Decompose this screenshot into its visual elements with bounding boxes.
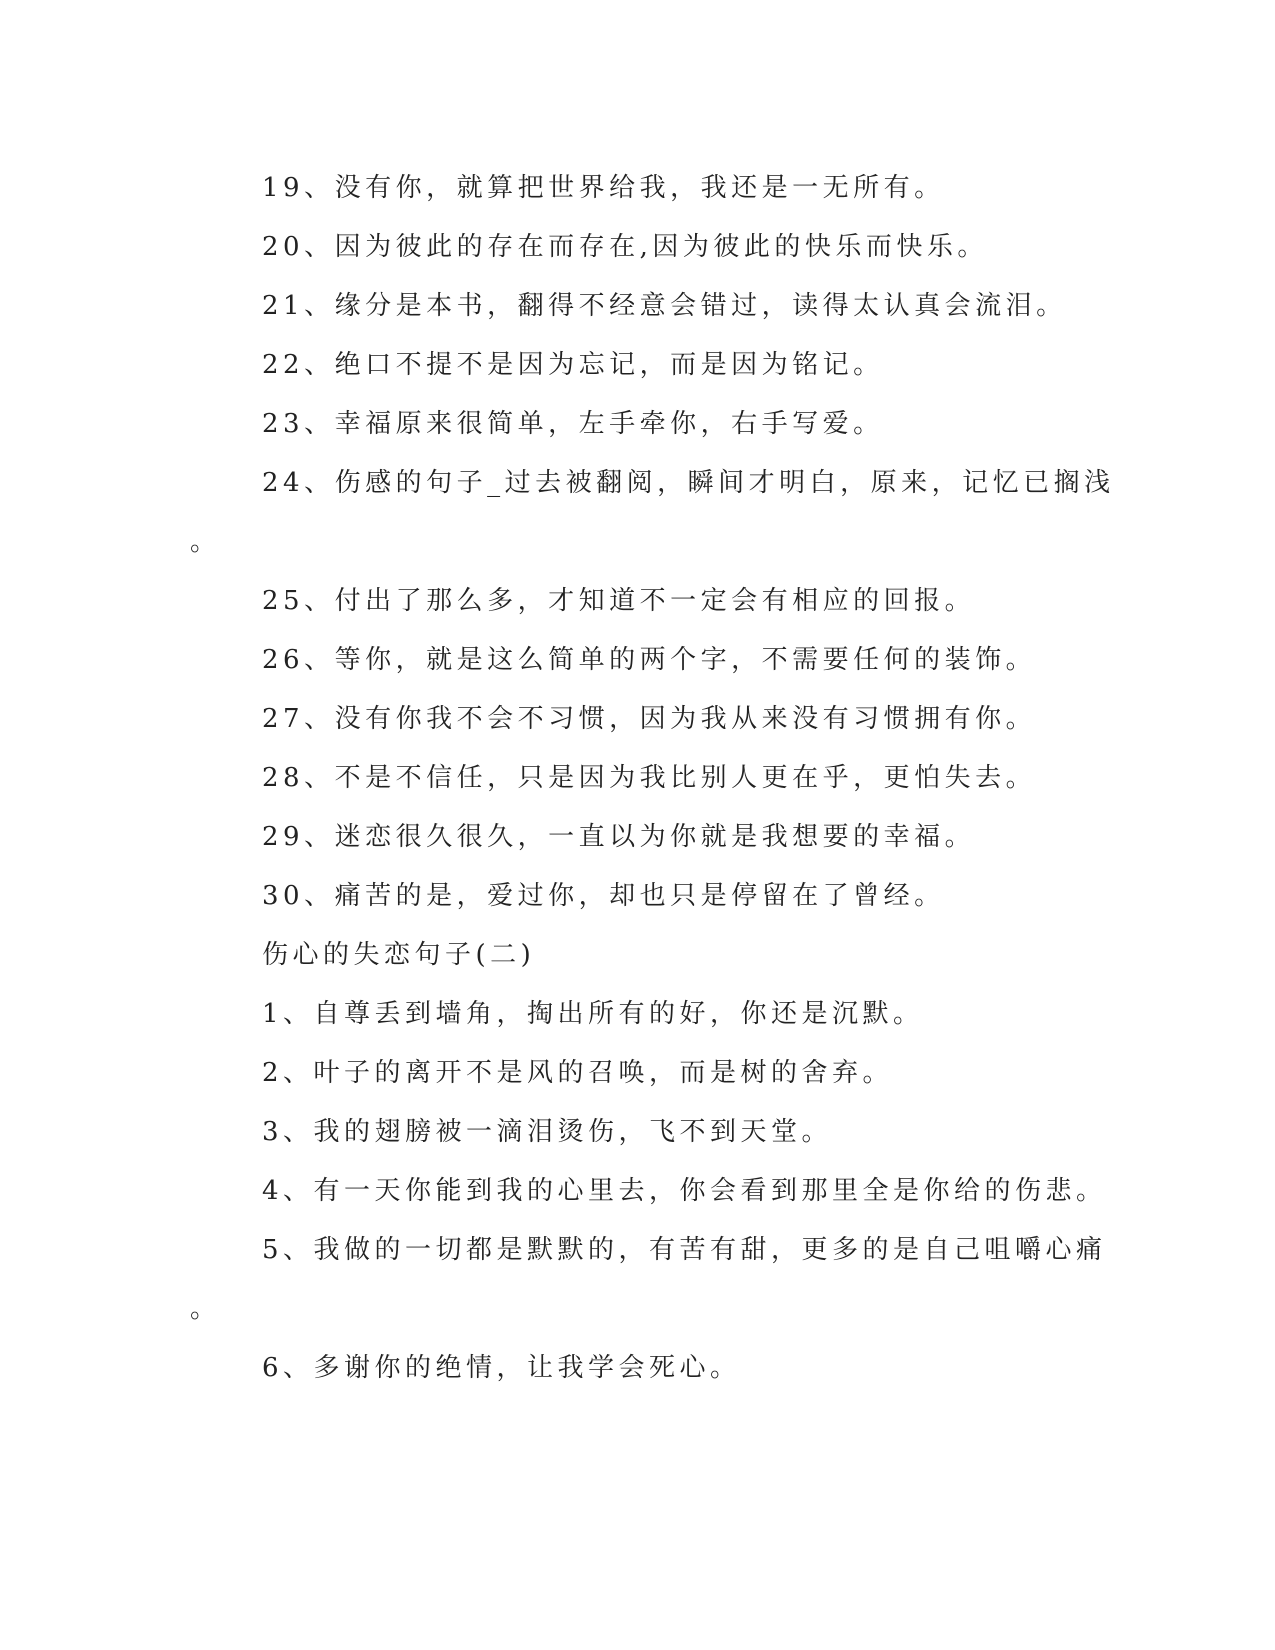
text-line-24: 24、伤感的句子_过去被翻阅，瞬间才明白，原来，记忆已搁浅 — [262, 468, 1115, 498]
text-line-s2-1: 1、自尊丢到墙角，掏出所有的好，你还是沉默。 — [262, 999, 924, 1029]
text-line-19: 19、没有你，就算把世界给我，我还是一无所有。 — [262, 173, 945, 203]
text-line-s2-3: 3、我的翅膀被一滴泪烫伤，飞不到天堂。 — [262, 1117, 833, 1147]
text-line-s2-5-continuation: 。 — [190, 1294, 217, 1324]
text-line-22: 22、绝口不提不是因为忘记，而是因为铭记。 — [262, 350, 884, 380]
text-line-29: 29、迷恋很久很久，一直以为你就是我想要的幸福。 — [262, 822, 976, 852]
text-line-24-continuation: 。 — [190, 527, 217, 557]
text-line-21: 21、缘分是本书，翻得不经意会错过，读得太认真会流泪。 — [262, 291, 1067, 321]
text-line-28: 28、不是不信任，只是因为我比别人更在乎，更怕失去。 — [262, 763, 1037, 793]
text-line-27: 27、没有你我不会不习惯，因为我从来没有习惯拥有你。 — [262, 704, 1037, 734]
text-line-30: 30、痛苦的是，爱过你，却也只是停留在了曾经。 — [262, 881, 945, 911]
text-line-s2-5: 5、我做的一切都是默默的，有苦有甜，更多的是自己咀嚼心痛 — [262, 1235, 1107, 1265]
text-line-23: 23、幸福原来很简单，左手牵你，右手写爱。 — [262, 409, 884, 439]
text-line-26: 26、等你，就是这么简单的两个字，不需要任何的装饰。 — [262, 645, 1037, 675]
text-line-s2-6: 6、多谢你的绝情，让我学会死心。 — [262, 1353, 741, 1383]
text-line-25: 25、付出了那么多，才知道不一定会有相应的回报。 — [262, 586, 976, 616]
text-line-20: 20、因为彼此的存在而存在,因为彼此的快乐而快乐。 — [262, 232, 988, 262]
section-heading: 伤心的失恋句子(二) — [262, 940, 536, 970]
text-line-s2-2: 2、叶子的离开不是风的召唤，而是树的舍弃。 — [262, 1058, 894, 1088]
text-line-s2-4: 4、有一天你能到我的心里去，你会看到那里全是你给的伤悲。 — [262, 1176, 1107, 1206]
